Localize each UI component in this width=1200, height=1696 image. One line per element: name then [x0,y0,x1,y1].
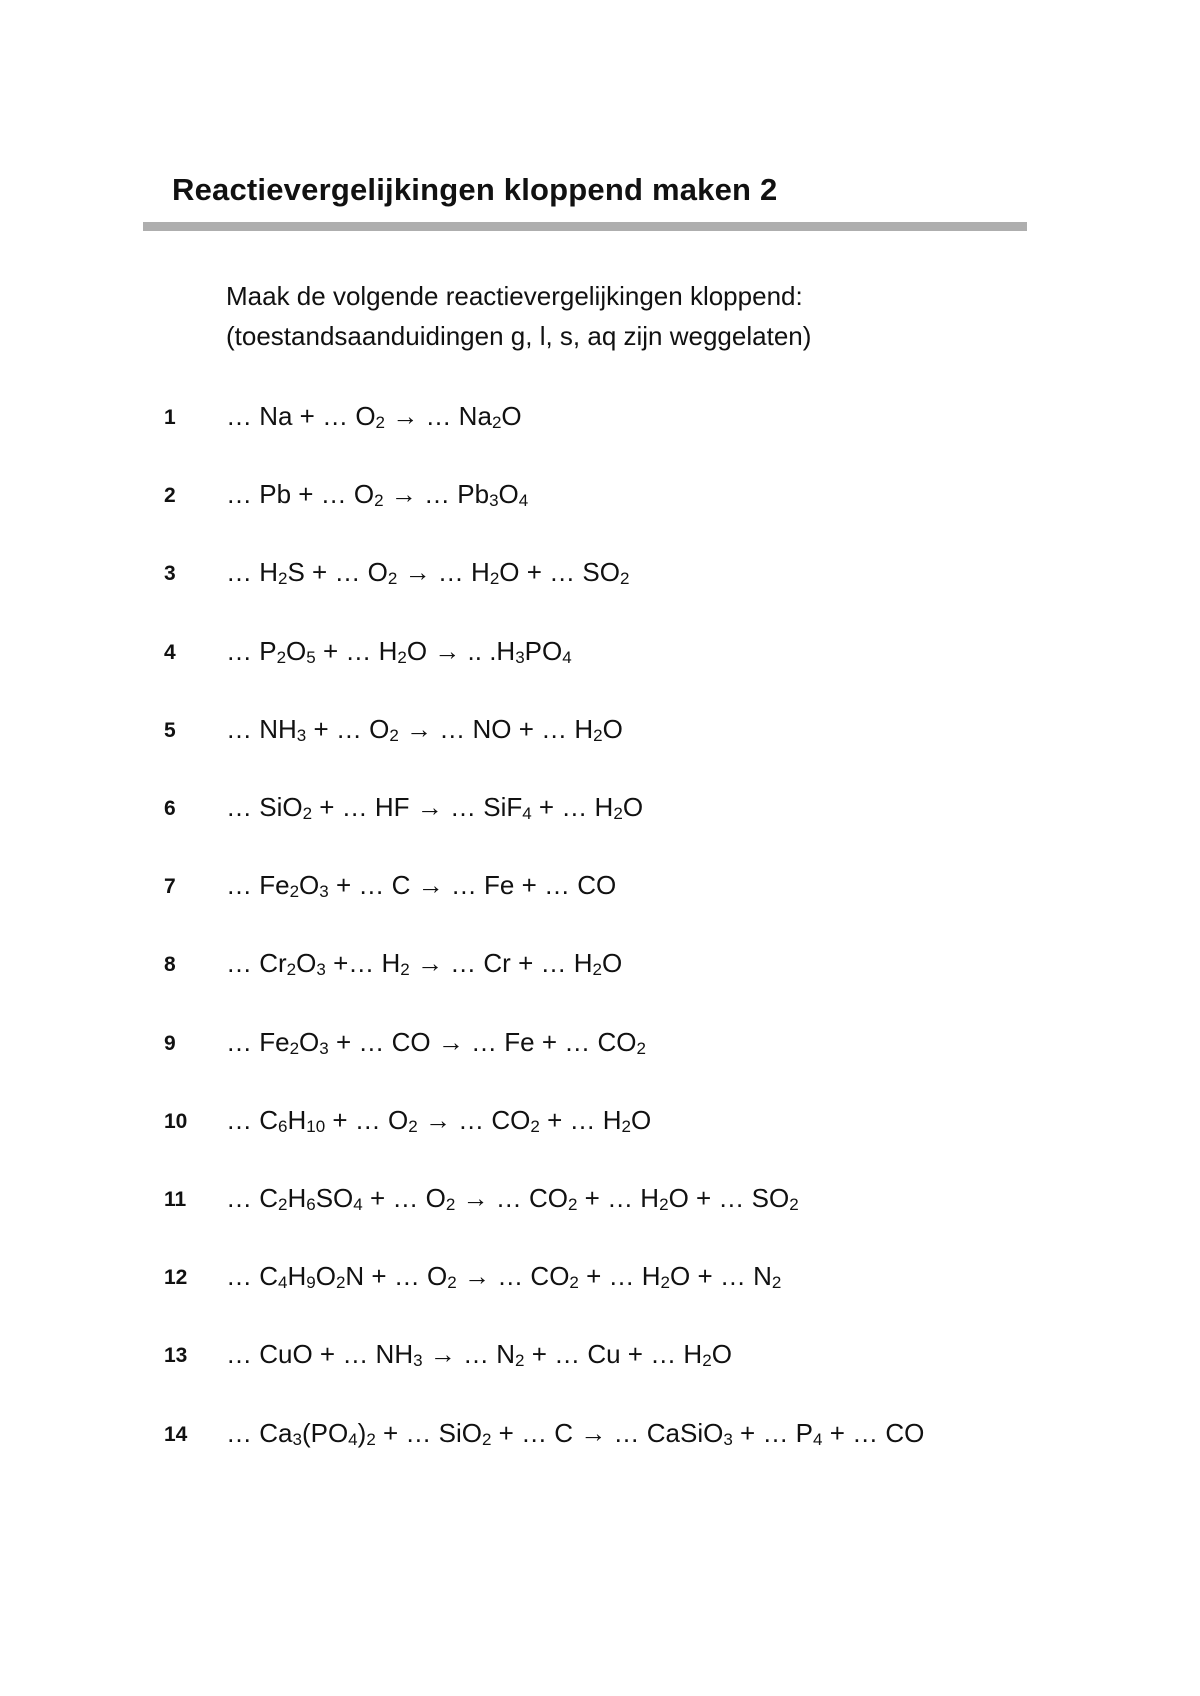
equation-text: … $Cr_2O_3$ +… $H_2$ → … Cr + … $H_2O$ [226,948,623,979]
equation-row [0,631,1200,671]
equation-text: … $Ca_3(PO_4)_2$ + … SiO$_2$ + … C → … CaSiO$_3$ + … $P_4$ + … CO [226,1418,925,1449]
equation-row [0,1022,1200,1062]
equation-number: 6 [164,797,176,820]
equation-row [0,1100,1200,1140]
equation-row [0,943,1200,983]
equation-number: 1 [164,406,176,429]
equation-text: … $NH_3$ + … $O_2$ → … NO + … $H_2O$ [226,714,623,745]
equation-row [0,552,1200,592]
equation-number: 7 [164,875,176,898]
equation-row [0,1256,1200,1296]
equation-text: … $H_2S$ + … $O_2$ → … $H_2O$ + … $SO_2$ [226,557,630,588]
instructions [226,276,811,356]
equation-row [0,396,1200,436]
instructions-line-2: (toestandsaanduidingen g, l, s, aq zijn weggelaten) [226,321,812,351]
equation-text: … Na + … $O_2$ → … $Na_2O$ [226,401,522,432]
page-title: Reactievergelijkingen kloppend maken 2 [172,172,778,207]
equation-row [0,787,1200,827]
equation-text: … $C_4H_9O_2N$ + … $O_2$ → … $CO_2$ + … $H_2O$ + … $N_2$ [226,1261,782,1292]
equation-text: … SiO$_2$ + … HF → … SiF$_4$ + … $H_2O$ [226,792,644,823]
equation-number: 13 [164,1344,188,1367]
equation-row [0,865,1200,905]
equation-row [0,1413,1200,1453]
equation-text: … $Fe_2O_3$ + … CO → … Fe + … $CO_2$ [226,1027,646,1058]
equation-number: 8 [164,953,176,976]
equation-number: 14 [164,1423,188,1446]
equation-text: … $C_2H_6SO_4$ + … $O_2$ → … $CO_2$ + … $H_2O$ + … $SO_2$ [226,1183,799,1214]
equation-number: 4 [164,641,176,664]
equation-text: … $P_2O_5$ + … $H_2O$ → .. $.H_3PO_4$ [226,636,572,667]
equation-number: 11 [164,1188,187,1211]
equation-row [0,709,1200,749]
equation-row [0,474,1200,514]
equation-number: 2 [164,484,176,507]
equation-number: 5 [164,719,176,742]
equation-text: … $Fe_2O_3$ + … C → … Fe + … CO [226,870,617,901]
equation-row [0,1178,1200,1218]
instructions-line-1: Maak de volgende reactievergelijkingen kloppend: [226,281,803,311]
equation-number: 12 [164,1266,188,1289]
equation-text: … $C_6H_{10}$ + … $O_2$ → … $CO_2$ + … $H_2O$ [226,1105,652,1136]
equation-number: 9 [164,1032,176,1055]
equation-text: … Pb + … $O_2$ → … $Pb_3O_4$ [226,479,529,510]
equation-number: 10 [164,1110,188,1133]
equation-text: … CuO + … $NH_3$ → … $N_2$ + … Cu + … $H_2O$ [226,1339,732,1370]
title-divider [143,222,1027,231]
equation-row [0,1334,1200,1374]
equation-number: 3 [164,562,176,585]
